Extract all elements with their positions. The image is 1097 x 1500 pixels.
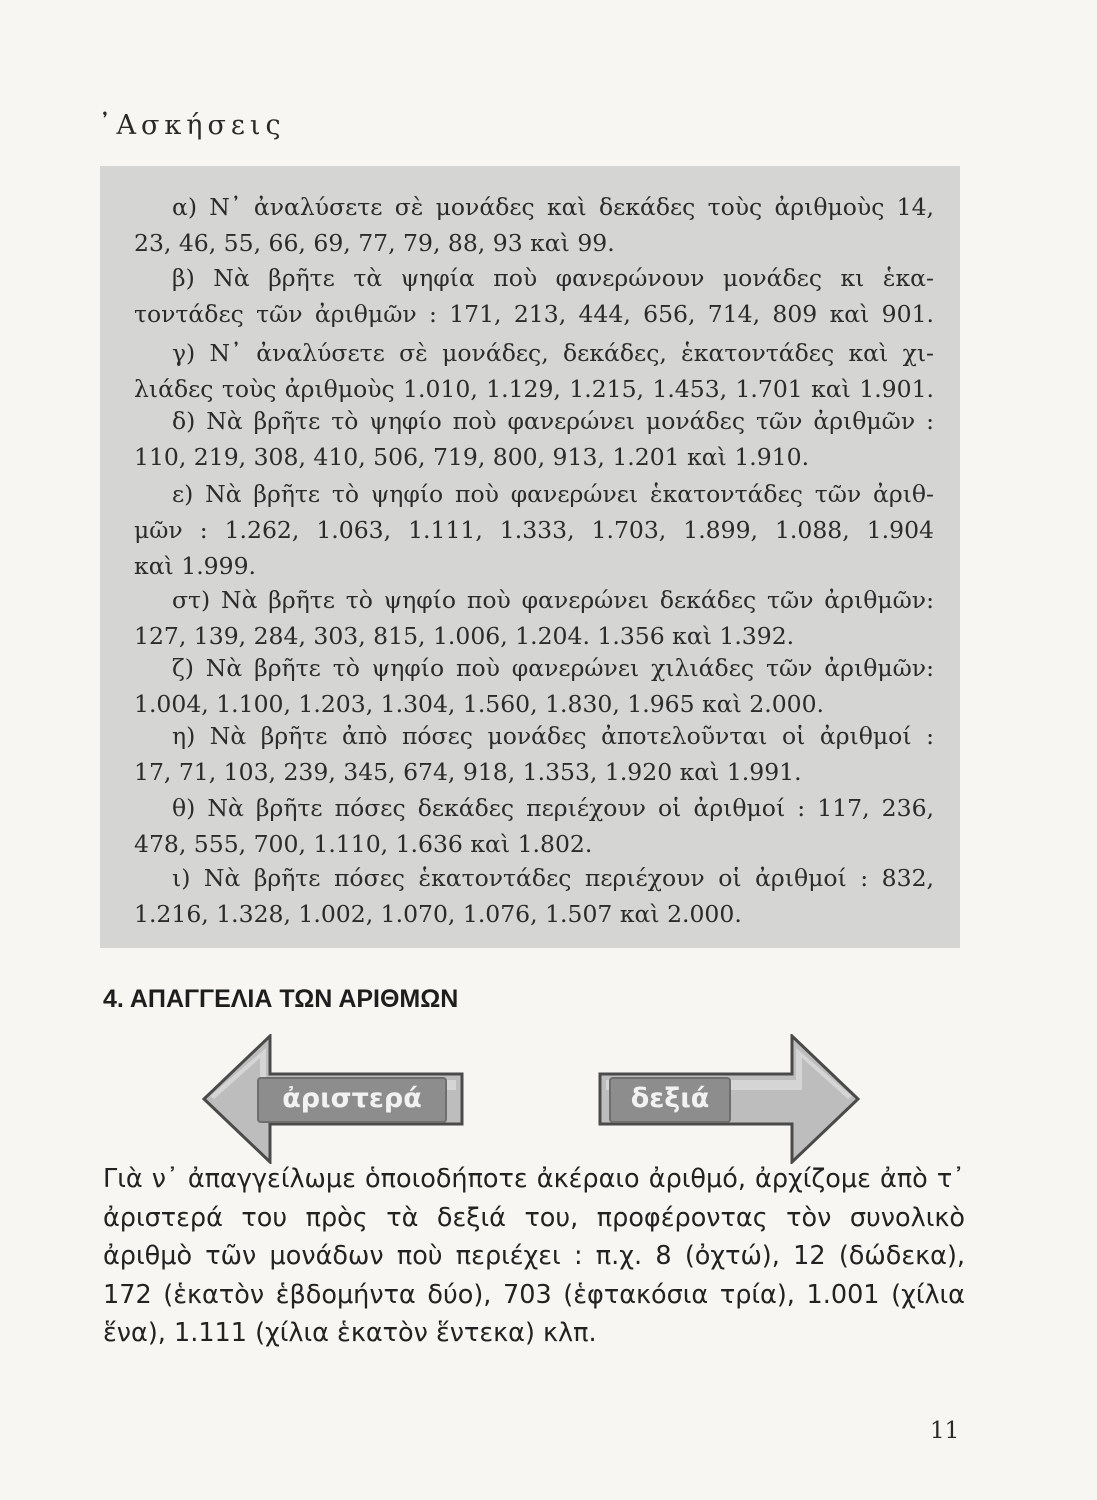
exercise-line: 17, 71, 103, 239, 345, 674, 918, 1.353, 1.920 καὶ 1.991. bbox=[134, 758, 802, 786]
exercise-line: 110, 219, 308, 410, 506, 719, 800, 913, 1.201 καὶ 1.910. bbox=[134, 443, 810, 471]
exercise-line: καὶ 1.999. bbox=[134, 552, 256, 580]
exercise-line: 127, 139, 284, 303, 815, 1.006, 1.204. 1.356 καὶ 1.392. bbox=[134, 622, 795, 650]
exercise-line: 478, 555, 700, 1.110, 1.636 καὶ 1.802. bbox=[134, 830, 593, 858]
exercise-b bbox=[134, 260, 934, 332]
left-arrow-label: ἀριστερά bbox=[257, 1077, 447, 1123]
exercise-i bbox=[134, 860, 934, 932]
exercise-line: μῶν : 1.262, 1.063, 1.111, 1.333, 1.703, 1.899, 1.088, 1.904 bbox=[134, 516, 934, 544]
exercise-line: δ) Νὰ βρῆτε τὸ ψηφίο ποὺ φανερώνει μονάδες τῶν ἀριθμῶν : bbox=[172, 407, 934, 435]
exercise-e bbox=[134, 476, 934, 584]
exercise-z bbox=[134, 650, 934, 722]
page-number: 11 bbox=[930, 1418, 960, 1444]
exercise-c bbox=[134, 335, 934, 407]
exercise-line: 1.216, 1.328, 1.002, 1.070, 1.076, 1.507 καὶ 2.000. bbox=[134, 900, 742, 928]
exercise-line: η) Νὰ βρῆτε ἀπὸ πόσες μονάδες ἀποτελοῦνται οἱ ἀριθμοί : bbox=[172, 722, 934, 750]
section-title: 4. ΑΠΑΓΓΕΛΙΑ ΤΩΝ ΑΡΙΘΜΩΝ bbox=[103, 985, 459, 1013]
exercise-line: α) Ν᾿ ἀναλύσετε σὲ μονάδες καὶ δεκάδες τοὺς ἀριθμοὺς 14, bbox=[172, 193, 934, 221]
exercise-line: στ) Νὰ βρῆτε τὸ ψηφίο ποὺ φανερώνει δεκάδες τῶν ἀριθμῶν: bbox=[172, 586, 934, 614]
exercise-line: ε) Νὰ βρῆτε τὸ ψηφίο ποὺ φανερώνει ἑκατοντάδες τῶν ἀριθ- bbox=[172, 480, 934, 508]
exercise-line: τοντάδες τῶν ἀριθμῶν : 171, 213, 444, 656, 714, 809 καὶ 901. bbox=[134, 300, 934, 328]
exercise-d bbox=[134, 403, 934, 475]
exercise-line: ζ) Νὰ βρῆτε τὸ ψηφίο ποὺ φανερώνει χιλιάδες τῶν ἀριθμῶν: bbox=[172, 654, 934, 682]
exercise-line: θ) Νὰ βρῆτε πόσες δεκάδες περιέχουν οἱ ἀριθμοί : 117, 236, bbox=[172, 794, 934, 822]
exercise-line: β) Νὰ βρῆτε τὰ ψηφία ποὺ φανερώνουν μονάδες κι ἑκα- bbox=[172, 264, 934, 292]
exercise-line: ι) Νὰ βρῆτε πόσες ἑκατοντάδες περιέχουν οἱ ἀριθμοί : 832, bbox=[172, 864, 934, 892]
exercises-heading: ᾿Ασκήσεις bbox=[98, 110, 286, 141]
exercise-line: 23, 46, 55, 66, 69, 77, 79, 88, 93 καὶ 99. bbox=[134, 229, 615, 257]
exercise-a bbox=[134, 189, 934, 261]
exercise-line: λιάδες τοὺς ἀριθμοὺς 1.010, 1.129, 1.215, 1.453, 1.701 καὶ 1.901. bbox=[134, 375, 934, 403]
exercise-st bbox=[134, 582, 934, 654]
right-arrow-label: δεξιά bbox=[609, 1077, 731, 1123]
exercise-th bbox=[134, 790, 934, 862]
body-paragraph: Γιὰ ν᾿ ἀπαγγείλωμε ὁποιοδήποτε ἀκέραιο ἀριθμό, ἀρχίζομε ἀπὸ τ᾿ ἀριστερά του πρὸς τὰ δεξιά του, προφέροντας τὸν συνολικὸ ἀριθμὸ τῶν μονάδων ποὺ περιέχει : π.χ. 8 (ὀχτώ), 12 (δώδεκα), 172 (ἑκατὸν ἑβδομήντα δύο), 703 (ἑφτακόσια τρία), 1.001 (χίλια ἕνα), 1.111 (χίλια ἑκατὸν ἕντεκα) κλπ. bbox=[103, 1164, 965, 1348]
exercise-line: 1.004, 1.100, 1.203, 1.304, 1.560, 1.830, 1.965 καὶ 2.000. bbox=[134, 690, 825, 718]
exercise-h bbox=[134, 718, 934, 790]
exercise-line: γ) Ν᾿ ἀναλύσετε σὲ μονάδες, δεκάδες, ἑκατοντάδες καὶ χι- bbox=[172, 339, 934, 367]
